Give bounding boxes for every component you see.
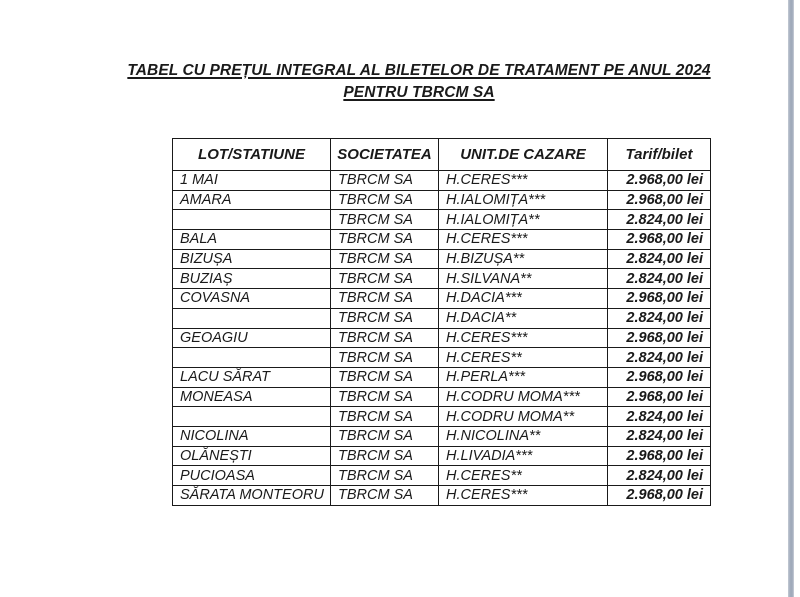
header-tarif-bilet: Tarif/bilet — [608, 139, 711, 171]
cell-company: TBRCM SA — [331, 328, 439, 348]
table-row — [173, 171, 711, 191]
table-row — [173, 289, 711, 309]
cell-station: GEOAGIU — [173, 328, 331, 348]
cell-company: TBRCM SA — [331, 289, 439, 309]
table-body — [173, 171, 711, 506]
table-row — [173, 446, 711, 466]
cell-company: TBRCM SA — [331, 387, 439, 407]
table-row — [173, 367, 711, 387]
cell-station — [173, 308, 331, 328]
cell-company: TBRCM SA — [331, 486, 439, 506]
cell-station: COVASNA — [173, 289, 331, 309]
cell-price: 2.824,00 lei — [608, 407, 711, 427]
cell-price: 2.824,00 lei — [608, 308, 711, 328]
cell-company: TBRCM SA — [331, 367, 439, 387]
table-row — [173, 308, 711, 328]
cell-unit: H.CERES*** — [439, 328, 608, 348]
cell-station — [173, 210, 331, 230]
cell-price: 2.824,00 lei — [608, 426, 711, 446]
table-row — [173, 269, 711, 289]
cell-unit: H.CERES*** — [439, 171, 608, 191]
cell-price: 2.968,00 lei — [608, 387, 711, 407]
cell-station: 1 MAI — [173, 171, 331, 191]
cell-station: BUZIAȘ — [173, 269, 331, 289]
cell-station: LACU SĂRAT — [173, 367, 331, 387]
cell-price: 2.968,00 lei — [608, 230, 711, 250]
cell-unit: H.CERES*** — [439, 486, 608, 506]
cell-company: TBRCM SA — [331, 348, 439, 368]
cell-station: PUCIOASA — [173, 466, 331, 486]
cell-unit: H.DACIA*** — [439, 289, 608, 309]
cell-price: 2.968,00 lei — [608, 446, 711, 466]
cell-company: TBRCM SA — [331, 171, 439, 191]
cell-company: TBRCM SA — [331, 190, 439, 210]
table-row — [173, 328, 711, 348]
cell-unit: H.DACIA** — [439, 308, 608, 328]
cell-company: TBRCM SA — [331, 446, 439, 466]
document-title — [0, 60, 794, 103]
cell-price: 2.968,00 lei — [608, 190, 711, 210]
cell-price: 2.824,00 lei — [608, 210, 711, 230]
cell-price: 2.968,00 lei — [608, 367, 711, 387]
cell-station — [173, 348, 331, 368]
table-row — [173, 407, 711, 427]
header-row — [173, 139, 711, 171]
cell-unit: H.BIZUȘA** — [439, 249, 608, 269]
cell-company: TBRCM SA — [331, 407, 439, 427]
cell-station: AMARA — [173, 190, 331, 210]
title-line-1: TABEL CU PREȚUL INTEGRAL AL BILETELOR DE TRATAMENT PE ANUL 2024 — [127, 62, 711, 79]
cell-unit: H.IALOMIȚA** — [439, 210, 608, 230]
table-row — [173, 249, 711, 269]
cell-unit: H.SILVANA** — [439, 269, 608, 289]
cell-unit: H.CERES** — [439, 466, 608, 486]
header-unit-de-cazare: UNIT.DE CAZARE — [439, 139, 608, 171]
cell-unit: H.CERES*** — [439, 230, 608, 250]
table-row — [173, 348, 711, 368]
cell-price: 2.824,00 lei — [608, 269, 711, 289]
table-row — [173, 210, 711, 230]
cell-unit: H.NICOLINA** — [439, 426, 608, 446]
cell-price: 2.824,00 lei — [608, 348, 711, 368]
cell-unit: H.LIVADIA*** — [439, 446, 608, 466]
cell-company: TBRCM SA — [331, 210, 439, 230]
cell-price: 2.968,00 lei — [608, 486, 711, 506]
table-row — [173, 387, 711, 407]
table-row — [173, 426, 711, 446]
table-row — [173, 486, 711, 506]
price-table — [172, 138, 711, 506]
cell-unit: H.PERLA*** — [439, 367, 608, 387]
cell-station: BIZUȘA — [173, 249, 331, 269]
cell-price: 2.824,00 lei — [608, 466, 711, 486]
cell-unit: H.CERES** — [439, 348, 608, 368]
cell-station: BALA — [173, 230, 331, 250]
cell-company: TBRCM SA — [331, 269, 439, 289]
right-edge-scrollbar[interactable] — [788, 0, 794, 597]
cell-company: TBRCM SA — [331, 249, 439, 269]
cell-price: 2.968,00 lei — [608, 328, 711, 348]
cell-price: 2.968,00 lei — [608, 171, 711, 191]
cell-company: TBRCM SA — [331, 308, 439, 328]
header-societatea: SOCIETATEA — [331, 139, 439, 171]
table-header — [173, 139, 711, 171]
cell-company: TBRCM SA — [331, 230, 439, 250]
cell-station — [173, 407, 331, 427]
cell-station: OLĂNEȘTI — [173, 446, 331, 466]
header-lot-statiune: LOT/STATIUNE — [173, 139, 331, 171]
cell-price: 2.824,00 lei — [608, 249, 711, 269]
title-line-2: PENTRU TBRCM SA — [343, 83, 495, 101]
cell-station: SĂRATA MONTEORU — [173, 486, 331, 506]
cell-station: NICOLINA — [173, 426, 331, 446]
cell-company: TBRCM SA — [331, 466, 439, 486]
cell-unit: H.CODRU MOMA*** — [439, 387, 608, 407]
cell-unit: H.CODRU MOMA** — [439, 407, 608, 427]
table-row — [173, 190, 711, 210]
cell-station: MONEASA — [173, 387, 331, 407]
cell-price: 2.968,00 lei — [608, 289, 711, 309]
table-row — [173, 466, 711, 486]
cell-unit: H.IALOMIȚA*** — [439, 190, 608, 210]
cell-company: TBRCM SA — [331, 426, 439, 446]
table-row — [173, 230, 711, 250]
